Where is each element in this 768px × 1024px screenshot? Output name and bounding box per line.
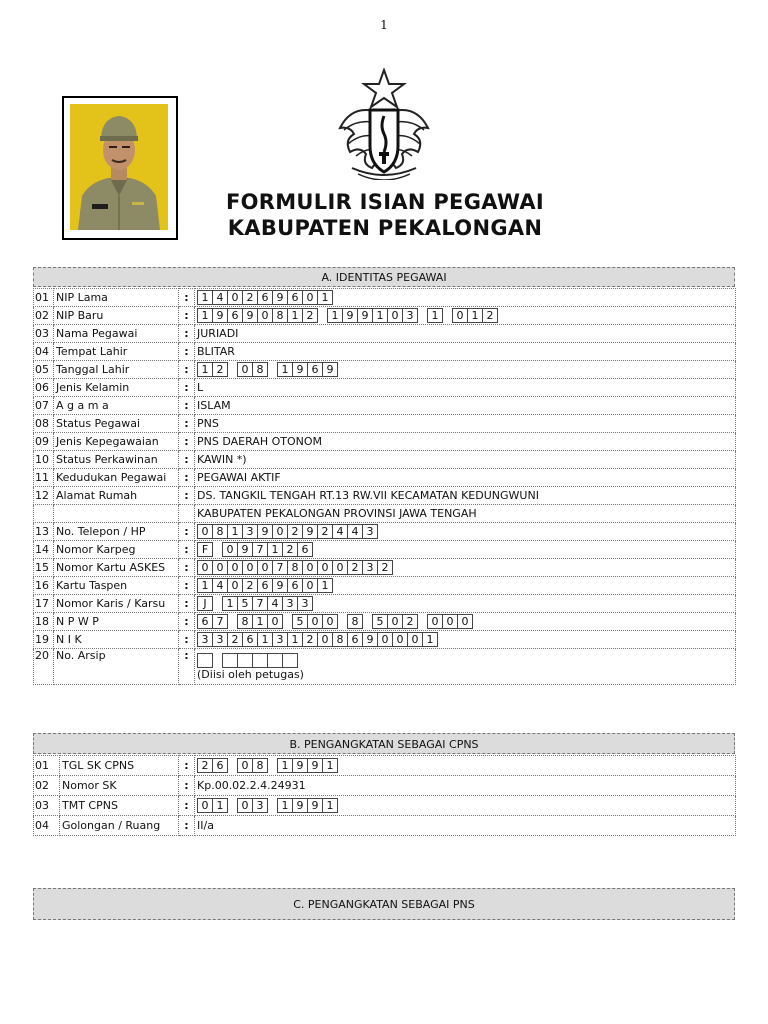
- row-number: 03: [34, 325, 54, 343]
- field-colon: :: [179, 756, 195, 776]
- form-row: [34, 505, 736, 523]
- digit-box: 2: [197, 758, 213, 773]
- digit-box: 0: [237, 798, 253, 813]
- digit-box: 0: [227, 578, 243, 593]
- row-number: 19: [34, 631, 54, 649]
- digit-boxes: [197, 578, 733, 593]
- digit-box: 2: [282, 542, 298, 557]
- digit-box[interactable]: [252, 653, 268, 668]
- digit-box: 5: [292, 614, 308, 629]
- digit-box: 7: [212, 614, 228, 629]
- field-value: [195, 595, 736, 613]
- digit-boxes: [197, 596, 733, 611]
- form-row: [34, 631, 736, 649]
- digit-box: 9: [307, 758, 323, 773]
- field-value: [195, 361, 736, 379]
- field-label: TGL SK CPNS: [60, 756, 179, 776]
- digit-box: 9: [302, 524, 318, 539]
- digit-box: 8: [272, 308, 288, 323]
- digit-box: 3: [297, 596, 313, 611]
- form-row: [34, 523, 736, 541]
- digit-box[interactable]: [237, 653, 253, 668]
- digit-box: 3: [402, 308, 418, 323]
- row-number: 02: [34, 776, 60, 796]
- digit-box: 1: [327, 308, 343, 323]
- row-number: 06: [34, 379, 54, 397]
- field-colon: [179, 505, 195, 523]
- field-value: [195, 577, 736, 595]
- digit-box: 9: [307, 798, 323, 813]
- field-label: [54, 505, 179, 523]
- digit-box: 3: [362, 524, 378, 539]
- digit-box: 0: [377, 632, 393, 647]
- digit-box: 2: [242, 578, 258, 593]
- digit-box: 4: [347, 524, 363, 539]
- digit-box: 9: [292, 798, 308, 813]
- field-value: KAWIN *): [195, 451, 736, 469]
- digit-box: 1: [197, 362, 213, 377]
- row-number: 16: [34, 577, 54, 595]
- field-value: Kp.00.02.2.4.24931: [195, 776, 736, 796]
- field-label: Tanggal Lahir: [54, 361, 179, 379]
- field-colon: :: [179, 541, 195, 559]
- digit-box: 6: [347, 632, 363, 647]
- field-value: KABUPATEN PEKALONGAN PROVINSI JAWA TENGAH: [195, 505, 736, 523]
- digit-box: 0: [227, 290, 243, 305]
- digit-box: 1: [252, 614, 268, 629]
- digit-box: 1: [427, 308, 443, 323]
- row-number: 07: [34, 397, 54, 415]
- digit-box: 1: [197, 308, 213, 323]
- digit-box: 0: [197, 524, 213, 539]
- field-label: Nomor Kartu ASKES: [54, 559, 179, 577]
- digit-box: 0: [197, 798, 213, 813]
- digit-box: 9: [272, 578, 288, 593]
- field-label: Alamat Rumah: [54, 487, 179, 505]
- digit-box: 0: [392, 632, 408, 647]
- digit-box: 5: [372, 614, 388, 629]
- row-number: 03: [34, 796, 60, 816]
- form-row: [34, 379, 736, 397]
- form-row: [34, 577, 736, 595]
- digit-box: 1: [197, 578, 213, 593]
- digit-box: 2: [482, 308, 498, 323]
- field-label: Kedudukan Pegawai: [54, 469, 179, 487]
- digit-box: 4: [267, 596, 283, 611]
- form-row: [34, 397, 736, 415]
- digit-box: 2: [377, 560, 393, 575]
- field-label: N I K: [54, 631, 179, 649]
- document-title: [0, 189, 768, 241]
- field-colon: :: [179, 776, 195, 796]
- row-number: 13: [34, 523, 54, 541]
- digit-box: 9: [357, 308, 373, 323]
- digit-box: 1: [287, 308, 303, 323]
- digit-box: 6: [227, 308, 243, 323]
- digit-box: 0: [302, 560, 318, 575]
- field-colon: :: [179, 613, 195, 631]
- digit-box: 1: [267, 542, 283, 557]
- digit-box: 9: [212, 308, 228, 323]
- digit-box: 8: [347, 614, 363, 629]
- field-value: [195, 649, 736, 685]
- title-line-1: FORMULIR ISIAN PEGAWAI: [225, 190, 545, 214]
- row-number: 14: [34, 541, 54, 559]
- digit-box: 8: [252, 758, 268, 773]
- field-colon: :: [179, 379, 195, 397]
- field-value: [195, 523, 736, 541]
- digit-box: 0: [407, 632, 423, 647]
- digit-box: 1: [322, 758, 338, 773]
- field-label: Golongan / Ruang: [60, 816, 179, 836]
- digit-box: 4: [332, 524, 348, 539]
- field-label: No. Arsip: [54, 649, 179, 685]
- digit-box: 7: [252, 596, 268, 611]
- row-number: 01: [34, 756, 60, 776]
- digit-box: 0: [237, 758, 253, 773]
- row-number: 04: [34, 343, 54, 361]
- digit-box: 6: [257, 290, 273, 305]
- digit-box: 1: [317, 578, 333, 593]
- field-label: A g a m a: [54, 397, 179, 415]
- cpns-table: [33, 755, 736, 836]
- row-number: 08: [34, 415, 54, 433]
- digit-box: 0: [427, 614, 443, 629]
- digit-box: 1: [222, 596, 238, 611]
- digit-box: 8: [332, 632, 348, 647]
- digit-box: 0: [322, 614, 338, 629]
- form-row: [34, 776, 736, 796]
- form-row: [34, 487, 736, 505]
- row-number: 17: [34, 595, 54, 613]
- form-row: [34, 469, 736, 487]
- section-a-header: A. IDENTITAS PEGAWAI: [33, 267, 735, 287]
- form-row: [34, 756, 736, 776]
- digit-box: 0: [242, 560, 258, 575]
- field-label: Jenis Kelamin: [54, 379, 179, 397]
- digit-box: 9: [292, 362, 308, 377]
- field-value: [195, 307, 736, 325]
- form-row: [34, 325, 736, 343]
- digit-boxes: [197, 308, 733, 323]
- field-colon: :: [179, 631, 195, 649]
- field-label: Nama Pegawai: [54, 325, 179, 343]
- field-colon: :: [179, 325, 195, 343]
- field-value: PNS: [195, 415, 736, 433]
- form-row: [34, 816, 736, 836]
- digit-box: 3: [212, 632, 228, 647]
- digit-box: 7: [252, 542, 268, 557]
- field-colon: :: [179, 289, 195, 307]
- digit-box: 0: [257, 560, 273, 575]
- digit-box[interactable]: [222, 653, 238, 668]
- digit-box: 3: [252, 798, 268, 813]
- regency-emblem: [332, 68, 436, 180]
- field-label: NIP Baru: [54, 307, 179, 325]
- digit-box: 0: [317, 560, 333, 575]
- digit-box: 0: [197, 560, 213, 575]
- digit-box: 6: [287, 578, 303, 593]
- field-label: Nomor SK: [60, 776, 179, 796]
- row-number: 10: [34, 451, 54, 469]
- digit-box: 9: [242, 308, 258, 323]
- digit-box: 2: [212, 362, 228, 377]
- digit-box: 0: [387, 614, 403, 629]
- field-label: TMT CPNS: [60, 796, 179, 816]
- digit-box: 1: [277, 362, 293, 377]
- digit-box: 0: [317, 632, 333, 647]
- digit-box: J: [197, 596, 213, 611]
- digit-box: 8: [237, 614, 253, 629]
- field-value: [195, 613, 736, 631]
- digit-box: 0: [227, 560, 243, 575]
- field-colon: :: [179, 816, 195, 836]
- form-row: [34, 613, 736, 631]
- digit-box: 1: [317, 290, 333, 305]
- digit-box: 0: [332, 560, 348, 575]
- field-value: II/a: [195, 816, 736, 836]
- row-number: 04: [34, 816, 60, 836]
- field-label: Kartu Taspen: [54, 577, 179, 595]
- field-colon: :: [179, 397, 195, 415]
- form-row: [34, 433, 736, 451]
- row-number: 05: [34, 361, 54, 379]
- digit-box: 6: [287, 290, 303, 305]
- form-row: [34, 451, 736, 469]
- form-row: [34, 649, 736, 685]
- digit-box: 0: [302, 290, 318, 305]
- digit-box: 4: [212, 578, 228, 593]
- field-colon: :: [179, 796, 195, 816]
- field-value: ISLAM: [195, 397, 736, 415]
- digit-box: 9: [322, 362, 338, 377]
- field-colon: :: [179, 307, 195, 325]
- digit-box: 0: [307, 614, 323, 629]
- digit-box: 1: [277, 758, 293, 773]
- digit-box: 9: [342, 308, 358, 323]
- field-value: [195, 559, 736, 577]
- digit-box: 8: [287, 560, 303, 575]
- row-number: 11: [34, 469, 54, 487]
- field-value: PNS DAERAH OTONOM: [195, 433, 736, 451]
- digit-box: 7: [272, 560, 288, 575]
- field-value: JURIADI: [195, 325, 736, 343]
- field-label: Nomor Karis / Karsu: [54, 595, 179, 613]
- field-colon: :: [179, 361, 195, 379]
- form-row: [34, 796, 736, 816]
- digit-box: 8: [212, 524, 228, 539]
- digit-boxes: [197, 614, 733, 629]
- form-row: [34, 415, 736, 433]
- field-colon: :: [179, 487, 195, 505]
- field-label: Status Pegawai: [54, 415, 179, 433]
- field-value: [195, 541, 736, 559]
- digit-box: 2: [227, 632, 243, 647]
- field-colon: :: [179, 649, 195, 685]
- digit-box: 9: [257, 524, 273, 539]
- form-row: [34, 559, 736, 577]
- field-label: N P W P: [54, 613, 179, 631]
- digit-box: 6: [212, 758, 228, 773]
- field-label: No. Telepon / HP: [54, 523, 179, 541]
- digit-box: 4: [212, 290, 228, 305]
- form-row: [34, 361, 736, 379]
- row-number: 18: [34, 613, 54, 631]
- digit-box: 3: [197, 632, 213, 647]
- field-label: Nomor Karpeg: [54, 541, 179, 559]
- digit-box: 6: [307, 362, 323, 377]
- digit-boxes: [197, 524, 733, 539]
- row-number: 09: [34, 433, 54, 451]
- digit-box: 1: [322, 798, 338, 813]
- digit-box: 6: [242, 632, 258, 647]
- digit-box[interactable]: [197, 653, 213, 668]
- digit-box: 0: [302, 578, 318, 593]
- digit-box: 0: [387, 308, 403, 323]
- form-row: [34, 343, 736, 361]
- digit-box: 2: [402, 614, 418, 629]
- field-value: [195, 631, 736, 649]
- digit-box[interactable]: [267, 653, 283, 668]
- digit-box: 0: [212, 560, 228, 575]
- digit-boxes: [197, 632, 733, 647]
- digit-box: 1: [372, 308, 388, 323]
- archive-note: (Diisi oleh petugas): [197, 667, 304, 681]
- field-colon: :: [179, 451, 195, 469]
- digit-box: 3: [242, 524, 258, 539]
- section-b-header: B. PENGANGKATAN SEBAGAI CPNS: [33, 733, 735, 754]
- digit-box: 6: [197, 614, 213, 629]
- digit-box: 3: [282, 596, 298, 611]
- field-value: [195, 289, 736, 307]
- row-number: 02: [34, 307, 54, 325]
- digit-box: 9: [292, 758, 308, 773]
- title-line-2: KABUPATEN PEKALONGAN: [227, 216, 543, 240]
- field-colon: :: [179, 415, 195, 433]
- row-number: 20: [34, 649, 54, 685]
- digit-box: 2: [302, 632, 318, 647]
- row-number: [34, 505, 54, 523]
- field-colon: :: [179, 595, 195, 613]
- digit-box: 2: [347, 560, 363, 575]
- digit-box: 9: [237, 542, 253, 557]
- digit-box: 2: [317, 524, 333, 539]
- digit-box: 1: [197, 290, 213, 305]
- digit-box: 0: [457, 614, 473, 629]
- digit-box: 2: [287, 524, 303, 539]
- identitas-table: [33, 288, 736, 685]
- digit-box: 0: [237, 362, 253, 377]
- field-value: L: [195, 379, 736, 397]
- digit-box: 5: [237, 596, 253, 611]
- digit-box: 0: [267, 614, 283, 629]
- field-colon: :: [179, 343, 195, 361]
- digit-box: 0: [257, 308, 273, 323]
- row-number: 12: [34, 487, 54, 505]
- digit-box: 1: [277, 798, 293, 813]
- digit-box: 1: [227, 524, 243, 539]
- field-colon: :: [179, 559, 195, 577]
- digit-boxes: [197, 290, 733, 305]
- field-colon: :: [179, 577, 195, 595]
- form-row: [34, 541, 736, 559]
- digit-box: 3: [272, 632, 288, 647]
- form-row: [34, 307, 736, 325]
- field-value: DS. TANGKIL TENGAH RT.13 RW.VII KECAMATAN KEDUNGWUNI: [195, 487, 736, 505]
- field-label: Status Perkawinan: [54, 451, 179, 469]
- field-colon: :: [179, 523, 195, 541]
- digit-box: 0: [272, 524, 288, 539]
- digit-box: 1: [422, 632, 438, 647]
- field-colon: :: [179, 433, 195, 451]
- digit-box: 1: [287, 632, 303, 647]
- digit-box: 0: [222, 542, 238, 557]
- digit-boxes: [197, 560, 733, 575]
- digit-boxes: [197, 542, 733, 557]
- digit-box: 0: [452, 308, 468, 323]
- field-label: Jenis Kepegawaian: [54, 433, 179, 451]
- digit-box: 6: [297, 542, 313, 557]
- row-number: 15: [34, 559, 54, 577]
- digit-boxes: [197, 653, 733, 668]
- digit-boxes: [197, 758, 733, 773]
- field-label: Tempat Lahir: [54, 343, 179, 361]
- page-number: 1: [380, 18, 388, 32]
- field-colon: :: [179, 469, 195, 487]
- digit-boxes: [197, 362, 733, 377]
- field-value: [195, 796, 736, 816]
- digit-box: F: [197, 542, 213, 557]
- field-value: BLITAR: [195, 343, 736, 361]
- digit-box: 8: [252, 362, 268, 377]
- form-row: [34, 595, 736, 613]
- digit-box: 1: [212, 798, 228, 813]
- digit-box: 1: [467, 308, 483, 323]
- section-c-header: C. PENGANGKATAN SEBAGAI PNS: [33, 888, 735, 920]
- digit-box: 1: [257, 632, 273, 647]
- digit-boxes: [197, 798, 733, 813]
- field-value: [195, 756, 736, 776]
- digit-box[interactable]: [282, 653, 298, 668]
- row-number: 01: [34, 289, 54, 307]
- field-value: PEGAWAI AKTIF: [195, 469, 736, 487]
- digit-box: 0: [442, 614, 458, 629]
- digit-box: 3: [362, 560, 378, 575]
- digit-box: 9: [362, 632, 378, 647]
- field-label: NIP Lama: [54, 289, 179, 307]
- digit-box: 6: [257, 578, 273, 593]
- digit-box: 2: [242, 290, 258, 305]
- digit-box: 9: [272, 290, 288, 305]
- digit-box: 2: [302, 308, 318, 323]
- form-row: [34, 289, 736, 307]
